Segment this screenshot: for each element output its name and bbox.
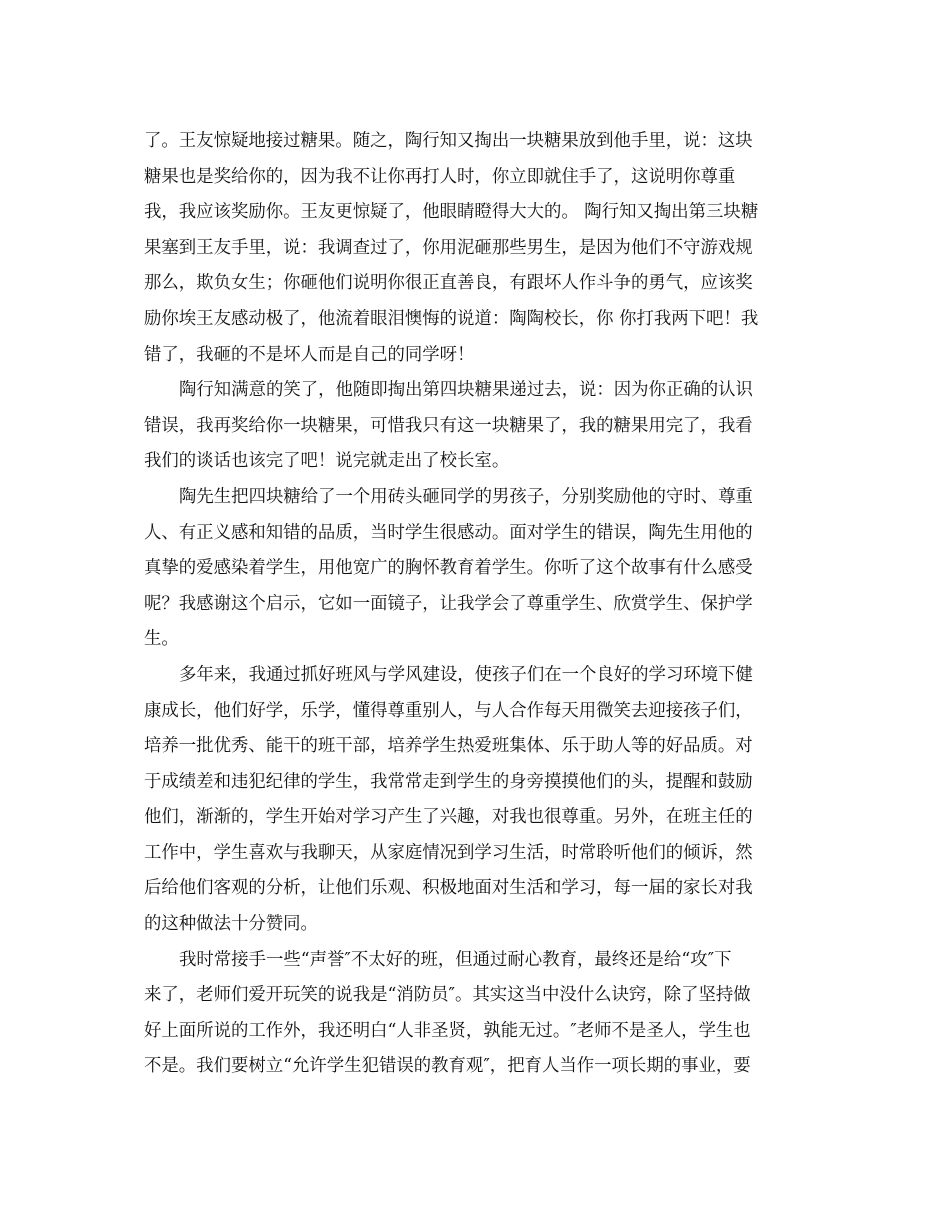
text-line: 错误，我再奖给你一块糖果，可惜我只有这一块糖果了，我的糖果用完了，我看 xyxy=(144,415,753,436)
text-line: 了。王友惊疑地接过糖果。随之，陶行知又掏出一块糖果放到他手里，说：这块 xyxy=(144,131,753,151)
text-line: 的这种做法十分赞同。 xyxy=(144,914,318,935)
text-line: 好上面所说的工作外，我还明白“人非圣贤，孰能无过。″老师不是圣人，学生也 xyxy=(144,1020,751,1041)
text-line: 陶先生把四块糖给了一个用砖头砸同学的男孩子，分别奖励他的守时、尊重 xyxy=(179,486,753,507)
text-line: 我们的谈话也该完了吧！说完就走出了校长室。 xyxy=(144,451,510,472)
text-line: 果塞到王友手里，说：我调查过了，你用泥砸那些男生，是因为他们不守游戏规 xyxy=(144,237,753,258)
document-body xyxy=(144,124,806,1085)
text-line: 糖果也是奖给你的，因为我不让你再打人时，你立即就住手了，这说明你尊重 xyxy=(144,166,736,187)
text-line: 错了，我砸的不是坏人而是自己的同学呀！ xyxy=(144,344,475,365)
text-line: 工作中，学生喜欢与我聊天，从家庭情况到学习生活，时常聆听他们的倾诉，然 xyxy=(144,842,753,863)
text-line: 真挚的爱感染着学生，用他宽广的胸怀教育着学生。你听了这个故事有什么感受 xyxy=(144,558,753,579)
text-line: 于成绩差和违犯纪律的学生，我常常走到学生的身旁摸摸他们的头，提醒和鼓励 xyxy=(144,771,753,792)
text-line: 那么，欺负女生；你砸他们说明你很正直善良，有跟坏人作斗争的勇气，应该奖 xyxy=(144,273,753,294)
text-line: 呢？我感谢这个启示，它如一面镜子，让我学会了尊重学生、欣赏学生、保护学 xyxy=(144,593,753,614)
text-line: 他们，渐渐的，学生开始对学习产生了兴趣，对我也很尊重。另外，在班主任的 xyxy=(144,807,753,828)
text-line: 我时常接手一些“声誉″不太好的班，但通过耐心教育，最终还是给“攻″下 xyxy=(179,949,732,970)
text-line: 陶行知满意的笑了，他随即掏出第四块糖果递过去，说：因为你正确的认识 xyxy=(179,380,753,401)
text-line: 来了，老师们爱开玩笑的说我是“消防员″。其实这当中没什么诀窍，除了坚持做 xyxy=(144,985,751,1006)
text-line: 培养一批优秀、能干的班干部，培养学生热爱班集体、乐于助人等的好品质。对 xyxy=(144,736,753,757)
text-line: 人、有正义感和知错的品质，当时学生很感动。面对学生的错误，陶先生用他的 xyxy=(144,522,753,543)
text-line: 我，我应该奖励你。王友更惊疑了，他眼睛瞪得大大的。 陶行知又掏出第三块糖 xyxy=(144,202,759,223)
text-line: 后给他们客观的分析，让他们乐观、积极地面对生活和学习，每一届的家长对我 xyxy=(144,878,753,899)
text-line: 康成长，他们好学，乐学，懂得尊重别人，与人合作每天用微笑去迎接孩子们， xyxy=(144,700,753,721)
text-line: 不是。我们要树立“允许学生犯错误的教育观″，把育人当作一项长期的事业，要 xyxy=(144,1056,751,1077)
text-line: 多年来，我通过抓好班风与学风建设，使孩子们在一个良好的学习环境下健 xyxy=(179,664,753,685)
text-line: 励你埃王友感动极了，他流着眼泪懊悔的说道：陶陶校长，你 你打我两下吧！我 xyxy=(144,308,759,329)
text-line: 生。 xyxy=(144,629,179,650)
